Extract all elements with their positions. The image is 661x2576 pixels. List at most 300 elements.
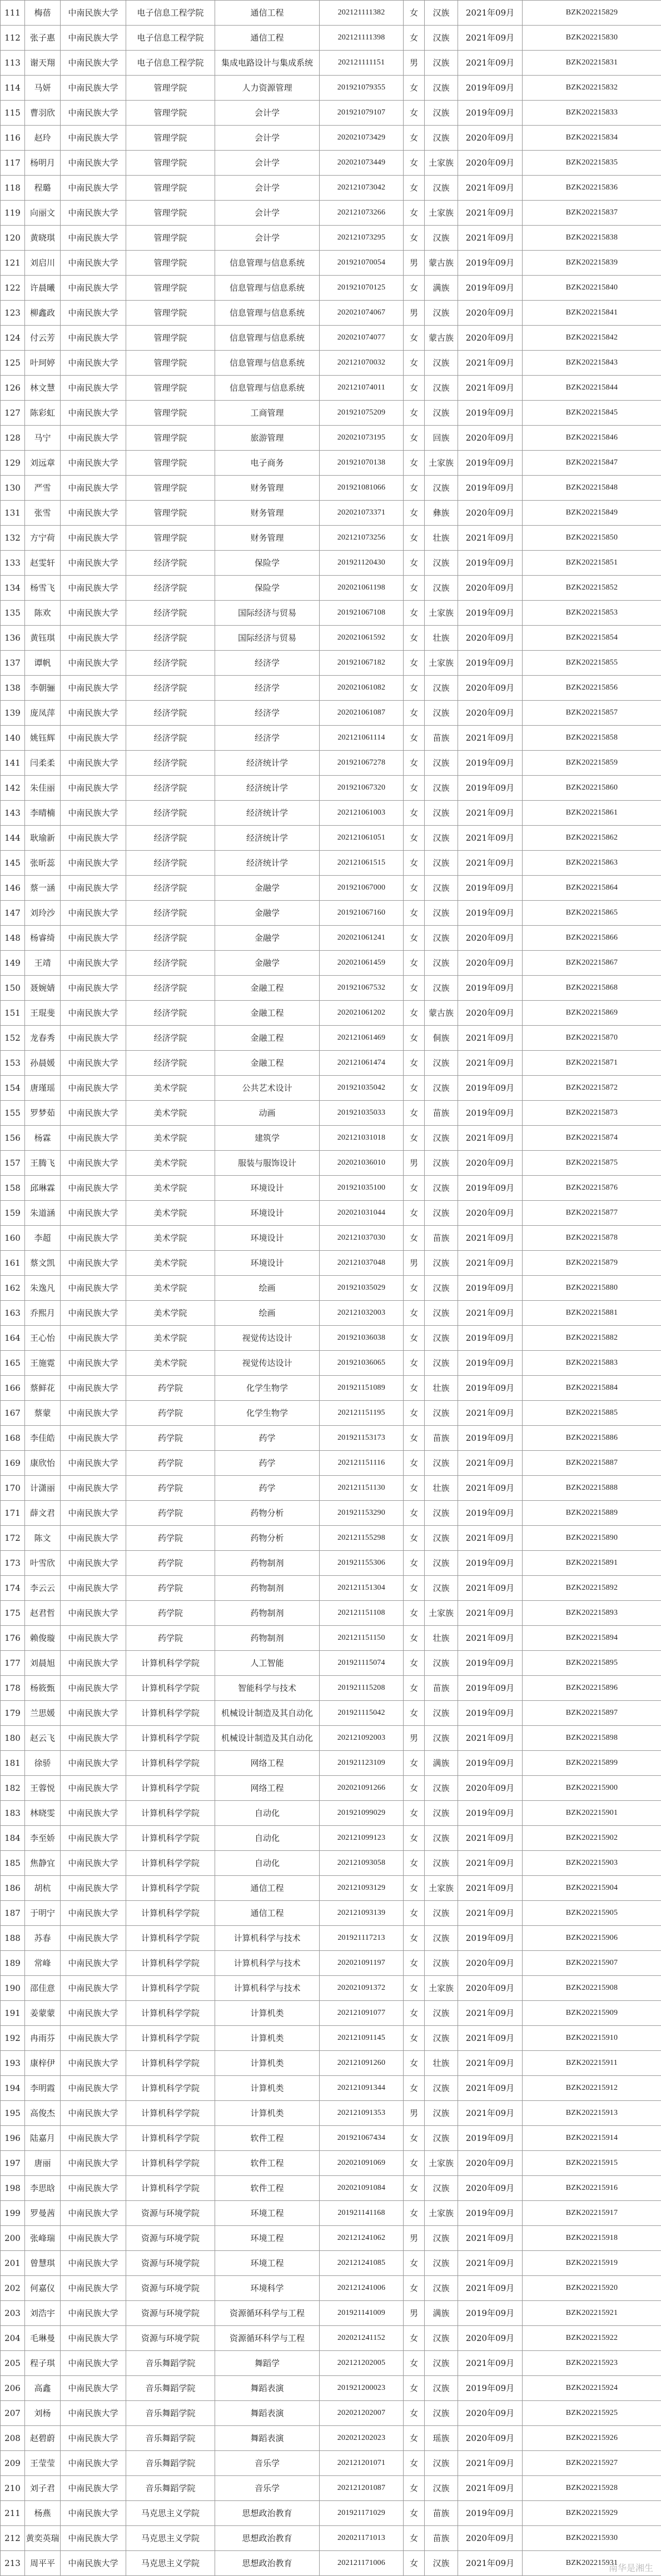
college-cell: 计算机科学学院: [126, 2076, 215, 2101]
major-cell: 资源循环科学与工程: [215, 2326, 320, 2351]
gender-cell: 女: [404, 326, 425, 351]
table-row: [1, 801, 661, 826]
enrollment-date-cell: 2019年09月: [458, 251, 523, 276]
table-row: [1, 76, 661, 101]
table-row: [1, 1851, 661, 1876]
row-number-cell: 155: [1, 1101, 25, 1126]
student-name-cell: 蔡蒙: [25, 1401, 61, 1426]
college-cell: 音乐舞蹈学院: [126, 2476, 215, 2501]
row-number-cell: 186: [1, 1876, 25, 1901]
college-cell: 药学院: [126, 1476, 215, 1501]
row-number-cell: 157: [1, 1151, 25, 1176]
student-name-cell: 黄奕英瑞: [25, 2526, 61, 2551]
student-name-cell: 王靖: [25, 951, 61, 976]
table-row: [1, 2201, 661, 2226]
ethnicity-cell: 蒙古族: [425, 251, 458, 276]
ethnicity-cell: 回族: [425, 426, 458, 451]
student-name-cell: 康梓伊: [25, 2051, 61, 2076]
enrollment-date-cell: 2019年09月: [458, 651, 523, 676]
university-cell: 中南民族大学: [61, 2476, 126, 2501]
ethnicity-cell: 满族: [425, 2301, 458, 2326]
ethnicity-cell: 汉族: [425, 1201, 458, 1226]
enrollment-date-cell: 2020年09月: [458, 1201, 523, 1226]
student-number-cell: 202021202007: [320, 2401, 404, 2426]
enrollment-date-cell: 2021年09月: [458, 226, 523, 251]
student-number-cell: 201921151089: [320, 1376, 404, 1401]
student-name-cell: 黄晓琪: [25, 226, 61, 251]
gender-cell: 女: [404, 876, 425, 901]
enrollment-date-cell: 2019年09月: [458, 1276, 523, 1301]
college-cell: 经济学院: [126, 726, 215, 751]
major-cell: 建筑学: [215, 1126, 320, 1151]
enrollment-date-cell: 2020年09月: [458, 1776, 523, 1801]
gender-cell: 女: [404, 26, 425, 51]
row-number-cell: 127: [1, 401, 25, 426]
student-number-cell: 201921117213: [320, 1926, 404, 1951]
enrollment-date-cell: 2021年09月: [458, 2451, 523, 2476]
row-number-cell: 113: [1, 51, 25, 76]
certificate-number-cell: BZK202215867: [523, 951, 661, 976]
gender-cell: 女: [404, 626, 425, 651]
major-cell: 国际经济与贸易: [215, 601, 320, 626]
gender-cell: 女: [404, 1551, 425, 1576]
university-cell: 中南民族大学: [61, 301, 126, 326]
gender-cell: 女: [404, 826, 425, 851]
enrollment-date-cell: 2021年09月: [458, 1, 523, 26]
row-number-cell: 128: [1, 426, 25, 451]
gender-cell: 女: [404, 951, 425, 976]
row-number-cell: 141: [1, 751, 25, 776]
certificate-number-cell: BZK202215842: [523, 326, 661, 351]
table-row: [1, 1826, 661, 1851]
table-row: [1, 1701, 661, 1726]
ethnicity-cell: 瑶族: [425, 2426, 458, 2451]
college-cell: 计算机科学学院: [126, 1676, 215, 1701]
enrollment-date-cell: 2020年09月: [458, 1001, 523, 1026]
student-name-cell: 王施霓: [25, 1351, 61, 1376]
student-number-cell: 201921115208: [320, 1676, 404, 1701]
major-cell: 药物制剂: [215, 1576, 320, 1601]
college-cell: 音乐舞蹈学院: [126, 2376, 215, 2401]
enrollment-date-cell: 2021年09月: [458, 1601, 523, 1626]
ethnicity-cell: 汉族: [425, 926, 458, 951]
enrollment-date-cell: 2021年09月: [458, 1826, 523, 1851]
enrollment-date-cell: 2021年09月: [458, 1026, 523, 1051]
enrollment-date-cell: 2019年09月: [458, 276, 523, 301]
college-cell: 管理学院: [126, 126, 215, 151]
student-name-cell: 陈彩虹: [25, 401, 61, 426]
ethnicity-cell: 汉族: [425, 1151, 458, 1176]
college-cell: 计算机科学学院: [126, 2001, 215, 2026]
college-cell: 管理学院: [126, 151, 215, 176]
enrollment-date-cell: 2021年09月: [458, 376, 523, 401]
college-cell: 马克思主义学院: [126, 2551, 215, 2576]
enrollment-date-cell: 2020年09月: [458, 126, 523, 151]
row-number-cell: 184: [1, 1826, 25, 1851]
table-row: [1, 851, 661, 876]
college-cell: 美术学院: [126, 1226, 215, 1251]
enrollment-date-cell: 2020年09月: [458, 701, 523, 726]
university-cell: 中南民族大学: [61, 2376, 126, 2401]
table-row: [1, 401, 661, 426]
student-name-cell: 杨霖: [25, 1126, 61, 1151]
major-cell: 计算机类: [215, 2051, 320, 2076]
ethnicity-cell: 汉族: [425, 2076, 458, 2101]
enrollment-date-cell: 2021年09月: [458, 1876, 523, 1901]
major-cell: 环境设计: [215, 1176, 320, 1201]
college-cell: 计算机科学学院: [126, 1926, 215, 1951]
major-cell: 绘画: [215, 1276, 320, 1301]
college-cell: 管理学院: [126, 101, 215, 126]
watermark: 南华是湘生: [608, 2563, 653, 2573]
student-number-cell: 202121111151: [320, 51, 404, 76]
student-number-cell: 202021073195: [320, 426, 404, 451]
university-cell: 中南民族大学: [61, 1026, 126, 1051]
enrollment-date-cell: 2021年09月: [458, 176, 523, 201]
enrollment-date-cell: 2021年09月: [458, 1726, 523, 1751]
university-cell: 中南民族大学: [61, 2001, 126, 2026]
university-cell: 中南民族大学: [61, 76, 126, 101]
certificate-number-cell: BZK202215899: [523, 1751, 661, 1776]
ethnicity-cell: 蒙古族: [425, 1001, 458, 1026]
major-cell: 经济统计学: [215, 776, 320, 801]
student-number-cell: 201921099029: [320, 1801, 404, 1826]
college-cell: 马克思主义学院: [126, 2501, 215, 2526]
certificate-number-cell: BZK202215903: [523, 1851, 661, 1876]
student-number-cell: 202121037030: [320, 1226, 404, 1251]
table-row: [1, 301, 661, 326]
major-cell: 化学生物学: [215, 1376, 320, 1401]
ethnicity-cell: 汉族: [425, 1776, 458, 1801]
major-cell: 环境工程: [215, 2226, 320, 2251]
enrollment-date-cell: 2021年09月: [458, 2076, 523, 2101]
student-number-cell: 202121241006: [320, 2276, 404, 2301]
college-cell: 资源与环境学院: [126, 2326, 215, 2351]
student-name-cell: 高俊杰: [25, 2101, 61, 2126]
major-cell: 计算机类: [215, 2026, 320, 2051]
college-cell: 美术学院: [126, 1326, 215, 1351]
student-name-cell: 康欣怡: [25, 1451, 61, 1476]
student-number-cell: 202021061198: [320, 576, 404, 601]
university-cell: 中南民族大学: [61, 1726, 126, 1751]
ethnicity-cell: 汉族: [425, 2001, 458, 2026]
enrollment-date-cell: 2021年09月: [458, 2026, 523, 2051]
college-cell: 管理学院: [126, 376, 215, 401]
certificate-number-cell: BZK202215901: [523, 1801, 661, 1826]
ethnicity-cell: 汉族: [425, 101, 458, 126]
certificate-number-cell: BZK202215904: [523, 1876, 661, 1901]
row-number-cell: 190: [1, 1976, 25, 2001]
college-cell: 经济学院: [126, 1001, 215, 1026]
table-row: [1, 2401, 661, 2426]
gender-cell: 女: [404, 2326, 425, 2351]
major-cell: 财务管理: [215, 526, 320, 551]
university-cell: 中南民族大学: [61, 851, 126, 876]
ethnicity-cell: 土家族: [425, 1976, 458, 2001]
certificate-number-cell: BZK202215857: [523, 701, 661, 726]
certificate-number-cell: BZK202215849: [523, 501, 661, 526]
certificate-number-cell: BZK202215834: [523, 126, 661, 151]
table-row: [1, 1651, 661, 1676]
certificate-number-cell: BZK202215876: [523, 1176, 661, 1201]
university-cell: 中南民族大学: [61, 1976, 126, 2001]
row-number-cell: 152: [1, 1026, 25, 1051]
row-number-cell: 154: [1, 1076, 25, 1101]
certificate-number-cell: BZK202215891: [523, 1551, 661, 1576]
major-cell: 药物制剂: [215, 1551, 320, 1576]
college-cell: 马克思主义学院: [126, 2526, 215, 2551]
certificate-number-cell: BZK202215863: [523, 851, 661, 876]
major-cell: 舞蹈表演: [215, 2426, 320, 2451]
student-number-cell: 202021061241: [320, 926, 404, 951]
table-row: [1, 926, 661, 951]
row-number-cell: 180: [1, 1726, 25, 1751]
certificate-number-cell: BZK202215925: [523, 2401, 661, 2426]
enrollment-date-cell: 2021年09月: [458, 1451, 523, 1476]
college-cell: 美术学院: [126, 1351, 215, 1376]
ethnicity-cell: 汉族: [425, 1051, 458, 1076]
gender-cell: 男: [404, 51, 425, 76]
student-name-cell: 赖俊璇: [25, 1626, 61, 1651]
college-cell: 音乐舞蹈学院: [126, 2351, 215, 2376]
ethnicity-cell: 汉族: [425, 2226, 458, 2251]
student-name-cell: 程子琪: [25, 2351, 61, 2376]
student-name-cell: 聂婉婧: [25, 976, 61, 1001]
student-name-cell: 王心怡: [25, 1326, 61, 1351]
college-cell: 经济学院: [126, 851, 215, 876]
table-row: [1, 2301, 661, 2326]
gender-cell: 女: [404, 1051, 425, 1076]
row-number-cell: 156: [1, 1126, 25, 1151]
student-number-cell: 202121099123: [320, 1826, 404, 1851]
certificate-number-cell: BZK202215875: [523, 1151, 661, 1176]
table-row: [1, 551, 661, 576]
college-cell: 资源与环境学院: [126, 2201, 215, 2226]
table-row: [1, 2526, 661, 2551]
student-name-cell: 徐骄: [25, 1751, 61, 1776]
row-number-cell: 208: [1, 2426, 25, 2451]
student-number-cell: 201921067278: [320, 751, 404, 776]
student-number-cell: 202121091260: [320, 2051, 404, 2076]
ethnicity-cell: 汉族: [425, 176, 458, 201]
university-cell: 中南民族大学: [61, 426, 126, 451]
student-name-cell: 刘杨: [25, 2401, 61, 2426]
major-cell: 人工智能: [215, 1651, 320, 1676]
student-number-cell: 202121073295: [320, 226, 404, 251]
university-cell: 中南民族大学: [61, 726, 126, 751]
university-cell: 中南民族大学: [61, 2301, 126, 2326]
ethnicity-cell: 汉族: [425, 1351, 458, 1376]
table-row: [1, 1926, 661, 1951]
enrollment-date-cell: 2021年09月: [458, 526, 523, 551]
row-number-cell: 191: [1, 2001, 25, 2026]
enrollment-date-cell: 2019年09月: [458, 1501, 523, 1526]
ethnicity-cell: 汉族: [425, 2276, 458, 2301]
university-cell: 中南民族大学: [61, 1151, 126, 1176]
college-cell: 计算机科学学院: [126, 2176, 215, 2201]
ethnicity-cell: 汉族: [425, 2251, 458, 2276]
student-name-cell: 林文慧: [25, 376, 61, 401]
gender-cell: 女: [404, 1276, 425, 1301]
enrollment-date-cell: 2021年09月: [458, 851, 523, 876]
enrollment-date-cell: 2021年09月: [458, 1851, 523, 1876]
university-cell: 中南民族大学: [61, 1576, 126, 1601]
ethnicity-cell: 汉族: [425, 1451, 458, 1476]
university-cell: 中南民族大学: [61, 751, 126, 776]
certificate-number-cell: BZK202215839: [523, 251, 661, 276]
row-number-cell: 173: [1, 1551, 25, 1576]
enrollment-date-cell: 2021年09月: [458, 1626, 523, 1651]
table-row: [1, 426, 661, 451]
student-number-cell: 202121241085: [320, 2251, 404, 2276]
row-number-cell: 118: [1, 176, 25, 201]
student-number-cell: 202121093139: [320, 1901, 404, 1926]
table-row: [1, 651, 661, 676]
major-cell: 国际经济与贸易: [215, 626, 320, 651]
enrollment-date-cell: 2021年09月: [458, 1476, 523, 1501]
student-name-cell: 庞凤萍: [25, 701, 61, 726]
university-cell: 中南民族大学: [61, 1176, 126, 1201]
major-cell: 金融学: [215, 926, 320, 951]
student-name-cell: 谢天翔: [25, 51, 61, 76]
gender-cell: 男: [404, 1251, 425, 1276]
university-cell: 中南民族大学: [61, 1701, 126, 1726]
ethnicity-cell: 汉族: [425, 576, 458, 601]
student-name-cell: 薛文君: [25, 1501, 61, 1526]
certificate-number-cell: BZK202215923: [523, 2351, 661, 2376]
table-row: [1, 2026, 661, 2051]
table-row: [1, 151, 661, 176]
certificate-number-cell: BZK202215914: [523, 2126, 661, 2151]
college-cell: 管理学院: [126, 351, 215, 376]
gender-cell: 女: [404, 1976, 425, 2001]
student-name-cell: 李明霞: [25, 2076, 61, 2101]
student-name-cell: 耿瑜新: [25, 826, 61, 851]
enrollment-date-cell: 2021年09月: [458, 726, 523, 751]
student-number-cell: 202021061592: [320, 626, 404, 651]
student-number-cell: 202121031018: [320, 1126, 404, 1151]
certificate-number-cell: BZK202215902: [523, 1826, 661, 1851]
student-name-cell: 付云芳: [25, 326, 61, 351]
ethnicity-cell: 苗族: [425, 1101, 458, 1126]
university-cell: 中南民族大学: [61, 2251, 126, 2276]
gender-cell: 女: [404, 2001, 425, 2026]
ethnicity-cell: 土家族: [425, 451, 458, 476]
major-cell: 软件工程: [215, 2176, 320, 2201]
student-number-cell: 201921035029: [320, 1276, 404, 1301]
gender-cell: 女: [404, 1026, 425, 1051]
student-name-cell: 苏春: [25, 1926, 61, 1951]
ethnicity-cell: 土家族: [425, 601, 458, 626]
major-cell: 环境科学: [215, 2276, 320, 2301]
certificate-number-cell: BZK202215878: [523, 1226, 661, 1251]
certificate-number-cell: BZK202215889: [523, 1501, 661, 1526]
ethnicity-cell: 汉族: [425, 1951, 458, 1976]
ethnicity-cell: 蒙古族: [425, 326, 458, 351]
gender-cell: 女: [404, 1001, 425, 1026]
certificate-number-cell: BZK202215855: [523, 651, 661, 676]
major-cell: 经济统计学: [215, 751, 320, 776]
college-cell: 经济学院: [126, 1026, 215, 1051]
certificate-number-cell: BZK202215881: [523, 1301, 661, 1326]
student-number-cell: 201921155306: [320, 1551, 404, 1576]
student-number-cell: 201921079107: [320, 101, 404, 126]
college-cell: 管理学院: [126, 326, 215, 351]
student-name-cell: 曾慧琪: [25, 2251, 61, 2276]
university-cell: 中南民族大学: [61, 2201, 126, 2226]
college-cell: 药学院: [126, 1426, 215, 1451]
student-number-cell: 201921067532: [320, 976, 404, 1001]
college-cell: 管理学院: [126, 501, 215, 526]
ethnicity-cell: 土家族: [425, 1601, 458, 1626]
ethnicity-cell: 汉族: [425, 1401, 458, 1426]
gender-cell: 女: [404, 101, 425, 126]
college-cell: 药学院: [126, 1501, 215, 1526]
major-cell: 会计学: [215, 226, 320, 251]
certificate-number-cell: BZK202215910: [523, 2026, 661, 2051]
ethnicity-cell: 汉族: [425, 76, 458, 101]
table-row: [1, 1526, 661, 1551]
table-row: [1, 751, 661, 776]
row-number-cell: 183: [1, 1801, 25, 1826]
student-name-cell: 张昕蕊: [25, 851, 61, 876]
university-cell: 中南民族大学: [61, 1551, 126, 1576]
row-number-cell: 163: [1, 1301, 25, 1326]
row-number-cell: 194: [1, 2076, 25, 2101]
student-number-cell: 202121111398: [320, 26, 404, 51]
student-number-cell: 201921036065: [320, 1351, 404, 1376]
table-row: [1, 251, 661, 276]
certificate-number-cell: BZK202215930: [523, 2526, 661, 2551]
student-name-cell: 罗曼茜: [25, 2201, 61, 2226]
major-cell: 视觉传达设计: [215, 1326, 320, 1351]
row-number-cell: 135: [1, 601, 25, 626]
table-row: [1, 201, 661, 226]
college-cell: 美术学院: [126, 1126, 215, 1151]
major-cell: 绘画: [215, 1301, 320, 1326]
student-number-cell: 202021073371: [320, 501, 404, 526]
ethnicity-cell: 汉族: [425, 1251, 458, 1276]
major-cell: 信息管理与信息系统: [215, 276, 320, 301]
student-name-cell: 叶珂婷: [25, 351, 61, 376]
gender-cell: 女: [404, 1851, 425, 1876]
major-cell: 环境设计: [215, 1251, 320, 1276]
certificate-number-cell: BZK202215859: [523, 751, 661, 776]
student-name-cell: 王莹莹: [25, 2451, 61, 2476]
student-name-cell: 李晴楠: [25, 801, 61, 826]
major-cell: 工商管理: [215, 401, 320, 426]
college-cell: 美术学院: [126, 1076, 215, 1101]
certificate-number-cell: BZK202215840: [523, 276, 661, 301]
ethnicity-cell: 壮族: [425, 1476, 458, 1501]
major-cell: 舞蹈表演: [215, 2376, 320, 2401]
major-cell: 计算机类: [215, 2076, 320, 2101]
university-cell: 中南民族大学: [61, 926, 126, 951]
student-name-cell: 朱佳丽: [25, 776, 61, 801]
row-number-cell: 187: [1, 1901, 25, 1926]
ethnicity-cell: 土家族: [425, 201, 458, 226]
table-row: [1, 2176, 661, 2201]
gender-cell: 女: [404, 801, 425, 826]
university-cell: 中南民族大学: [61, 1451, 126, 1476]
table-row: [1, 126, 661, 151]
ethnicity-cell: 汉族: [425, 551, 458, 576]
student-name-cell: 陈文: [25, 1526, 61, 1551]
row-number-cell: 177: [1, 1651, 25, 1676]
table-row: [1, 1, 661, 26]
college-cell: 计算机科学学院: [126, 2026, 215, 2051]
gender-cell: 男: [404, 2301, 425, 2326]
